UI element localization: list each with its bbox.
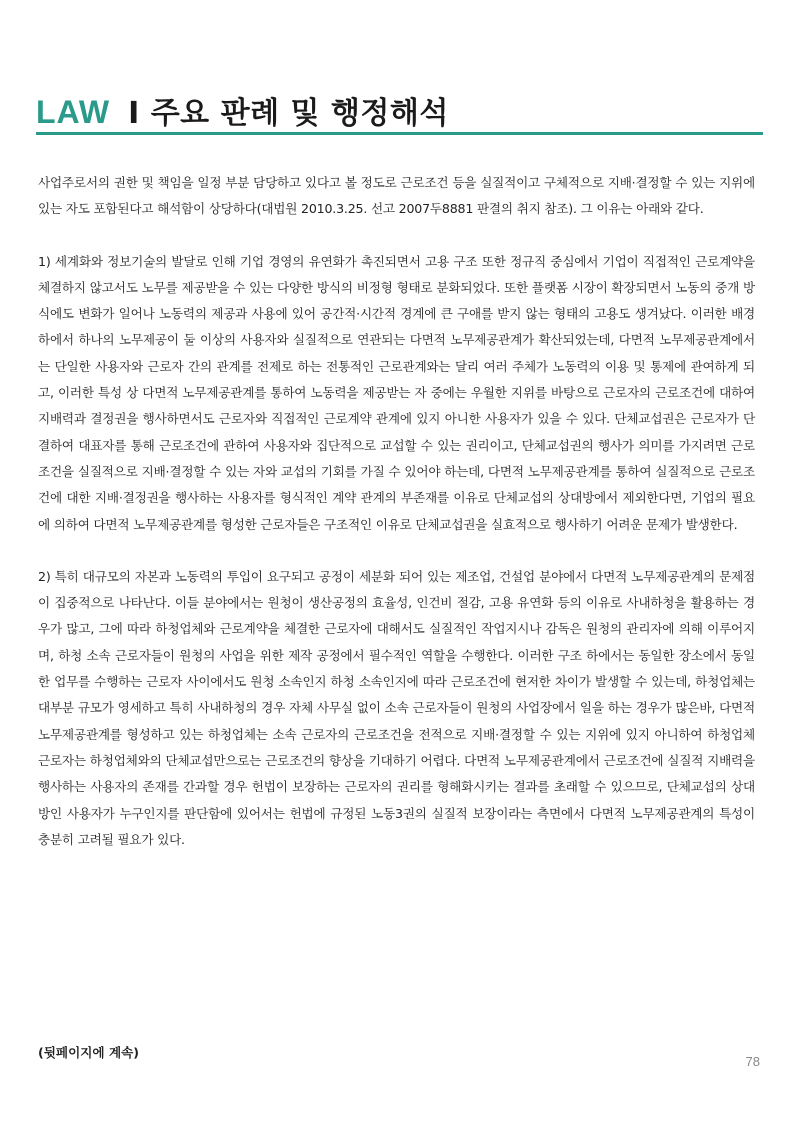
header-divider bbox=[36, 132, 763, 135]
paragraph-2: 2) 특히 대규모의 자본과 노동력의 투입이 요구되고 공정이 세분화 되어 있는 제조업, 건설업 분야에서 다면적 노무제공관계의 문제점이 집중적으로 나타난다. 이들 분야에서는 원청이 생산공정의 효율성, 인건비 절감, 고용 유연화 등의 이유로 사내하청을 활용하는 경우가 많고, 그에 따라 하청업체와 근로계약을 체결한 근로자에 대해서도 실질적인 작업지시나 감독은 원청의 관리자에 의해 이루어지며, 하청 소속 근로자들이 원청의 사업을 위한 제작 공정에서 필수적인 역할을 수행한다. 이러한 구조 하에서는 동일한 장소에서 동일한 업무를 수행하는 근로자 사이에서도 원청 소속인지 하청 소속인지에 따라 근로조건에 현저한 차이가 발생할 수 있는데, 하청업체는 대부분 규모가 영세하고 특히 사내하청의 경우 자체 사무실 없이 소속 근로자들이 원청의 사업장에서 일을 하는 경우가 많은바, 다면적 노무제공관계를 형성하고 있는 하청업체는 소속 근로자의 근로조건을 전적으로 지배·결정할 수 있는 지위에 있지 아니하여 하청업체 근로자는 하청업체와의 단체교섭만으로는 근로조건의 향상을 기대하기 어렵다. 다면적 노무제공관계에서 근로조건에 실질적 지배력을 행사하는 사용자의 존재를 간과할 경우 헌법이 보장하는 근로자의 권리를 형해화시키는 결과를 초래할 수 있으므로, 단체교섭의 상대방인 사용자가 누구인지를 판단함에 있어서는 헌법에 규정된 노동3권의 실질적 보장이라는 측면에서 다면적 노무제공관계의 특성이 충분히 고려될 필요가 있다. bbox=[38, 568, 755, 847]
section-label: LAW bbox=[36, 94, 111, 130]
page-title: I 주요 판례 및 행정해석 bbox=[128, 96, 449, 131]
page-number: 78 bbox=[745, 1054, 760, 1069]
body-text bbox=[38, 170, 755, 879]
page-header bbox=[36, 88, 449, 132]
paragraph-1: 1) 세계화와 정보기술의 발달로 인해 기업 경영의 유연화가 촉진되면서 고용 구조 또한 정규직 중심에서 기업이 직접적인 근로계약을 체결하지 않고서도 노무를 제공받을 수 있는 다양한 방식의 비정형 형태로 분화되었다. 또한 플랫폼 시장이 확장되면서 노동의 중개 방식에도 변화가 일어나 노동력의 제공과 사용에 있어 공간적·시간적 경계에 큰 구애를 받지 않는 형태의 고용도 생겨났다. 이러한 배경 하에서 하나의 노무제공이 둘 이상의 사용자와 실질적으로 연관되는 다면적 노무제공관계가 확산되었는데, 다면적 노무제공관계에서는 단일한 사용자와 근로자 간의 관계를 전제로 하는 전통적인 근로관계와는 달리 여러 주체가 노동력의 이용 및 통제에 관여하게 되고, 이러한 특성 상 다면적 노무제공관계를 통하여 노동력을 제공받는 자 중에는 우월한 지위를 바탕으로 근로자의 근로조건에 대하여 지배력과 결정권을 행사하면서도 근로자와 직접적인 근로계약 관계에 있지 아니한 사용자가 있을 수 있다. 단체교섭권은 근로자가 단결하여 대표자를 통해 근로조건에 관하여 사용자와 집단적으로 교섭할 수 있는 권리이고, 단체교섭권의 행사가 의미를 가지려면 근로조건을 실질적으로 지배·결정할 수 있는 자와 교섭의 기회를 가질 수 있어야 하는데, 다면적 노무제공관계를 통하여 실질적으로 근로조건에 대한 지배·결정권을 행사하는 사용자를 형식적인 계약 관계의 부존재를 이유로 단체교섭의 상대방에서 제외한다면, 기업의 필요에 의하여 다면적 노무제공관계를 형성한 근로자들은 구조적인 이유로 단체교섭권을 실효적으로 행사하기 어려운 문제가 발생한다. bbox=[38, 253, 755, 532]
paragraph-intro: 사업주로서의 권한 및 책임을 일정 부분 담당하고 있다고 볼 정도로 근로조건 등을 실질적이고 구체적으로 지배·결정할 수 있는 지위에 있는 자도 포함된다고 해석함이 상당하다(대법원 2010.3.25. 선고 2007두8881 판결의 취지 참조). 그 이유는 아래와 같다. bbox=[38, 175, 755, 217]
continued-note: (뒷페이지에 계속) bbox=[38, 1045, 140, 1060]
